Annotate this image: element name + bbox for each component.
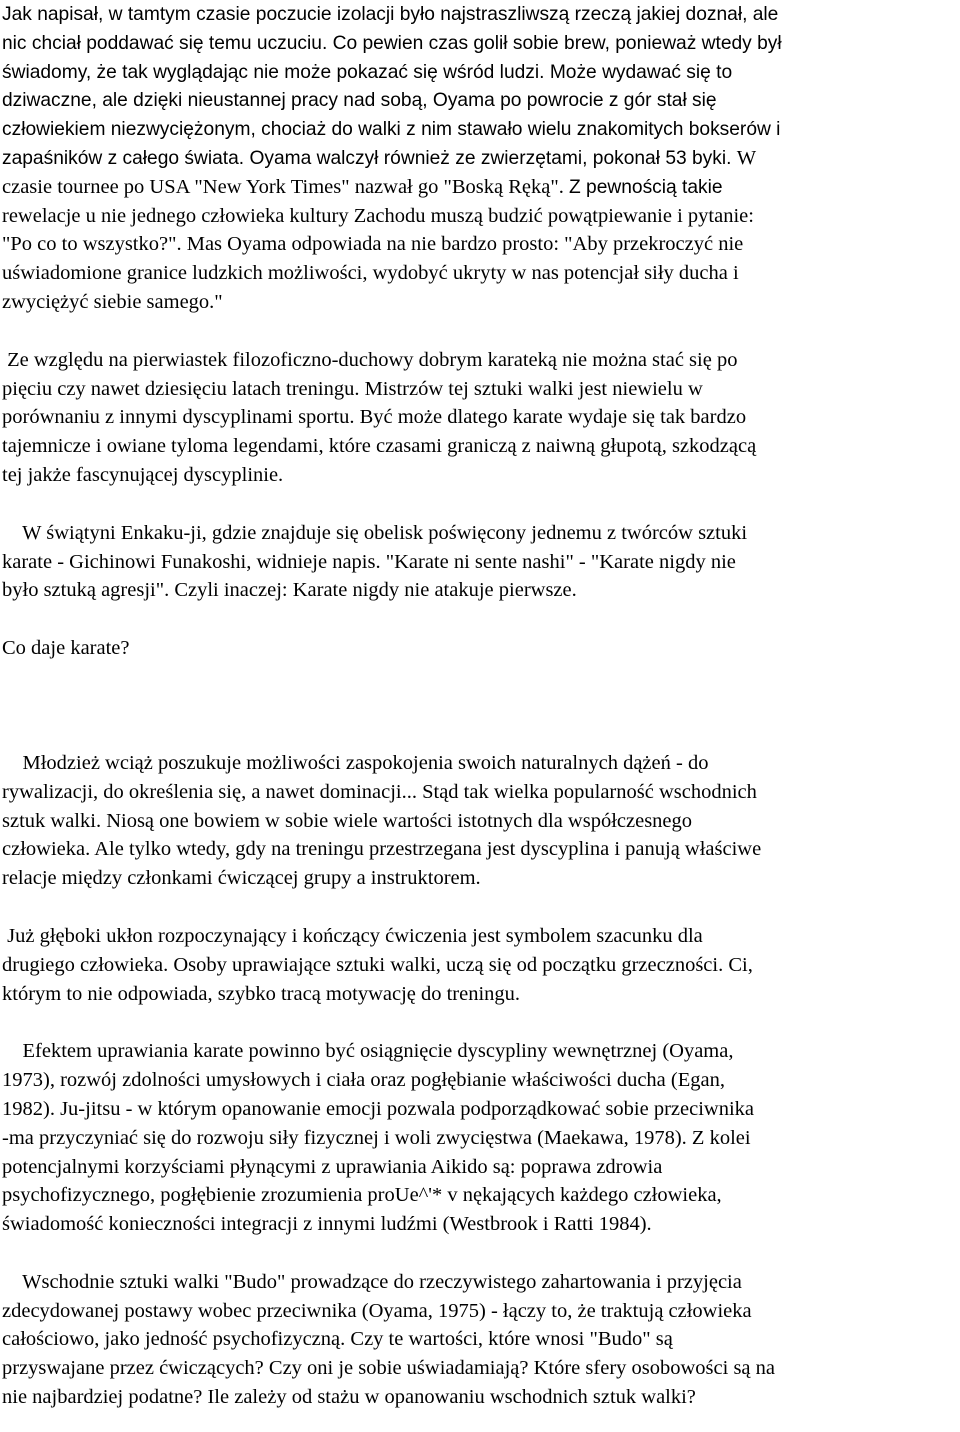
text-segment: drugiego człowieka. bbox=[2, 953, 174, 976]
text-segment: Ju-jitsu - w którym opanowanie emocji pozwala podporządkować sobie przeciwnika bbox=[60, 1097, 755, 1120]
text-segment: 1982). bbox=[2, 1097, 61, 1120]
text-segment: dziwaczne, ale dzięki nieustannej pracy nad sobą, Oyama po powrocie z gór stał się bbox=[2, 90, 717, 112]
text-segment: Może wydawać się to bbox=[549, 61, 733, 83]
text-segment: rewelacje u nie jednego człowieka kultury Zachodu muszą budzić powątpiewanie i pytanie: bbox=[2, 204, 754, 227]
paragraph-effects bbox=[2, 1037, 958, 1239]
paragraph-youth bbox=[2, 749, 958, 893]
text-line bbox=[2, 288, 958, 317]
text-segment: całościowo, jako jedność psychofizyczną. bbox=[2, 1328, 351, 1351]
text-line bbox=[2, 749, 958, 778]
text-line bbox=[2, 1210, 958, 1239]
text-segment: Czy oni je sobie uświadamiają? bbox=[268, 1357, 534, 1380]
text-segment: świadomość konieczności integracji z innymi ludźmi (Westbrook i Ratti 1984). bbox=[2, 1213, 652, 1236]
text-line bbox=[2, 980, 958, 1009]
text-line bbox=[2, 432, 958, 461]
text-line bbox=[2, 519, 958, 548]
text-line bbox=[2, 1297, 958, 1326]
text-line bbox=[2, 807, 958, 836]
text-segment: Mas Oyama odpowiada na nie bardzo prosto: "Aby przekroczyć nie bbox=[186, 233, 744, 256]
text-segment: Ale tylko wtedy, gdy na treningu przestrzegana jest dyscyplina i panują właściwe bbox=[94, 838, 762, 861]
text-line bbox=[2, 1354, 958, 1383]
text-line bbox=[2, 548, 958, 577]
paragraph-philosophy bbox=[2, 346, 958, 490]
text-segment: Efektem uprawiania karate powinno być osiągnięcie dyscypliny wewnętrznej (Oyama, bbox=[2, 1040, 734, 1063]
text-segment: sztuk walki. bbox=[2, 809, 107, 832]
text-line bbox=[2, 259, 958, 288]
paragraph-spacer bbox=[2, 605, 958, 634]
text-segment: Być może dlatego karate wydaje się tak bardzo bbox=[359, 406, 747, 429]
text-line bbox=[2, 144, 958, 173]
paragraph-spacer bbox=[2, 663, 958, 749]
text-line bbox=[2, 0, 958, 29]
text-segment: relacje między członkami ćwiczącej grupy a instruktorem. bbox=[2, 867, 481, 890]
text-segment: nic chciał poddawać się temu uczuciu. Co pewien czas golił sobie brew, ponieważ wtedy był bbox=[2, 32, 782, 54]
text-line bbox=[2, 403, 958, 432]
text-line bbox=[2, 576, 958, 605]
text-line bbox=[2, 835, 958, 864]
text-line bbox=[2, 1153, 958, 1182]
text-segment: zdecydowanej postawy wobec przeciwnika (Oyama, 1975) - łączy to, że traktują człowieka bbox=[2, 1299, 752, 1322]
text-segment: tej jakże fascynującej dyscyplinie. bbox=[2, 463, 284, 486]
text-segment: Co daje karate? bbox=[2, 637, 130, 660]
text-line bbox=[2, 1095, 958, 1124]
text-line bbox=[2, 173, 958, 202]
text-segment: Czy te wartości, które wnosi "Budo" są bbox=[350, 1328, 673, 1351]
text-segment: czasie tournee po USA "New York Times" nazwał go "Boską Ręką". bbox=[2, 175, 569, 198]
document-body bbox=[2, 0, 958, 1412]
text-segment: Niosą one bowiem w sobie wiele wartości istotnych dla współczesnego bbox=[106, 809, 693, 832]
text-segment: rywalizacji, do określenia się, a nawet dominacji... bbox=[2, 780, 423, 803]
text-segment: Mistrzów tej sztuki walki jest niewielu w bbox=[364, 377, 703, 400]
text-line bbox=[2, 202, 958, 231]
text-segment: było sztuką agresji". bbox=[2, 579, 175, 602]
paragraph-spacer bbox=[2, 893, 958, 922]
text-line bbox=[2, 1037, 958, 1066]
text-line bbox=[2, 634, 958, 663]
text-segment: Ci, bbox=[728, 953, 753, 976]
paragraph-spacer bbox=[2, 490, 958, 519]
text-segment: tajemnicze i owiane tyloma legendami, które czasami graniczą z naiwną głupotą, szkodzącą bbox=[2, 435, 757, 458]
text-line bbox=[2, 29, 958, 58]
paragraph-spacer bbox=[2, 1008, 958, 1037]
text-segment: człowiekiem niezwyciężonym, chociaż do walki z nim stawało wielu znakomitych bokserów i bbox=[2, 119, 781, 141]
text-line bbox=[2, 346, 958, 375]
text-segment: -ma przyczyniać się do rozwoju siły fizycznej i woli zwycięstwa (Maekawa, 1978). bbox=[2, 1126, 692, 1149]
paragraph-enkaku-ji bbox=[2, 519, 958, 605]
document-page bbox=[2, 0, 958, 1412]
text-line bbox=[2, 86, 958, 115]
section-heading-co-daje-karate bbox=[2, 634, 958, 663]
paragraph-oyama-isolation bbox=[2, 0, 958, 317]
text-segment: Jak napisał, w tamtym czasie poczucie izolacji było najstraszliwszą rzeczą jakiej doznał, ale bbox=[2, 4, 779, 25]
text-line bbox=[2, 230, 958, 259]
text-line bbox=[2, 1268, 958, 1297]
text-segment: 1973), rozwój zdolności umysłowych i ciała oraz pogłębianie właściwości ducha (Egan, bbox=[2, 1069, 725, 1092]
text-line bbox=[2, 922, 958, 951]
text-line bbox=[2, 115, 958, 144]
text-segment: Już głęboki ukłon rozpoczynający i kończący ćwiczenia jest symbolem szacunku dla bbox=[2, 924, 703, 947]
text-line bbox=[2, 58, 958, 87]
text-segment: Z kolei bbox=[691, 1126, 751, 1149]
text-line bbox=[2, 1181, 958, 1210]
text-segment: człowieka. bbox=[2, 838, 95, 861]
text-segment: psychofizycznego, pogłębienie zrozumienia proUe^'* v nękających każdego człowieka, bbox=[2, 1184, 722, 1207]
text-line bbox=[2, 375, 958, 404]
text-segment: "Po co to wszystko?". bbox=[2, 233, 187, 256]
text-segment: Z pewnością takie bbox=[568, 176, 723, 198]
text-line bbox=[2, 864, 958, 893]
paragraph-spacer bbox=[2, 317, 958, 346]
text-segment: Wschodnie sztuki walki "Budo" prowadzące do rzeczywistego zahartowania i przyjęcia bbox=[2, 1270, 742, 1293]
text-segment: pięciu czy nawet dziesięciu latach treningu. bbox=[2, 377, 365, 400]
text-segment: "Karate ni sente nashi" - "Karate nigdy nie bbox=[385, 550, 736, 573]
text-segment: Młodzież wciąż poszukuje możliwości zaspokojenia swoich naturalnych dążeń - do bbox=[2, 751, 709, 774]
text-segment: Osoby uprawiające sztuki walki, uczą się od początku grzeczności. bbox=[173, 953, 729, 976]
text-segment: karate - Gichinowi Funakoshi, widnieje napis. bbox=[2, 550, 386, 573]
text-segment: Ze względu na pierwiastek filozoficzno-duchowy dobrym karateką nie można stać się po bbox=[2, 348, 738, 371]
text-segment: Ile zależy od stażu w opanowaniu wschodnich sztuk walki? bbox=[207, 1386, 696, 1409]
text-segment: zwyciężyć siebie samego." bbox=[2, 290, 223, 313]
text-line bbox=[2, 951, 958, 980]
text-segment: świadomy, że tak wyglądając nie może pokazać się wśród ludzi. bbox=[2, 61, 550, 83]
text-segment: W świątyni Enkaku-ji, gdzie znajduje się obelisk poświęcony jednemu z twórców sztuki bbox=[2, 521, 748, 544]
paragraph-spacer bbox=[2, 1239, 958, 1268]
text-segment: Oyama walczył również ze zwierzętami, pokonał 53 byki. bbox=[249, 147, 737, 169]
text-segment: przyswajane przez ćwiczących? bbox=[2, 1357, 269, 1380]
text-segment: którym to nie odpowiada, szybko tracą motywację do treningu. bbox=[2, 982, 521, 1005]
paragraph-bow bbox=[2, 922, 958, 1008]
text-segment: porównaniu z innymi dyscyplinami sportu. bbox=[2, 406, 360, 429]
text-line bbox=[2, 1124, 958, 1153]
text-line bbox=[2, 461, 958, 490]
text-segment: zapaśników z całego świata. bbox=[2, 147, 250, 169]
text-segment: Które sfery osobowości są na bbox=[533, 1357, 775, 1380]
text-segment: Czyli inaczej: Karate nigdy nie atakuje pierwsze. bbox=[174, 579, 577, 602]
text-segment: nie najbardziej podatne? bbox=[2, 1386, 208, 1409]
text-segment: uświadomione granice ludzkich możliwości, wydobyć ukryty w nas potencjał siły ducha i bbox=[2, 262, 739, 285]
text-line bbox=[2, 1325, 958, 1354]
text-line bbox=[2, 1383, 958, 1412]
text-line bbox=[2, 778, 958, 807]
text-segment: potencjalnymi korzyściami płynącymi z uprawiania Aikido są: poprawa zdrowia bbox=[2, 1155, 663, 1178]
text-segment: W bbox=[736, 146, 757, 169]
text-segment: Stąd tak wielka popularność wschodnich bbox=[422, 780, 757, 803]
text-line bbox=[2, 1066, 958, 1095]
paragraph-budo bbox=[2, 1268, 958, 1412]
